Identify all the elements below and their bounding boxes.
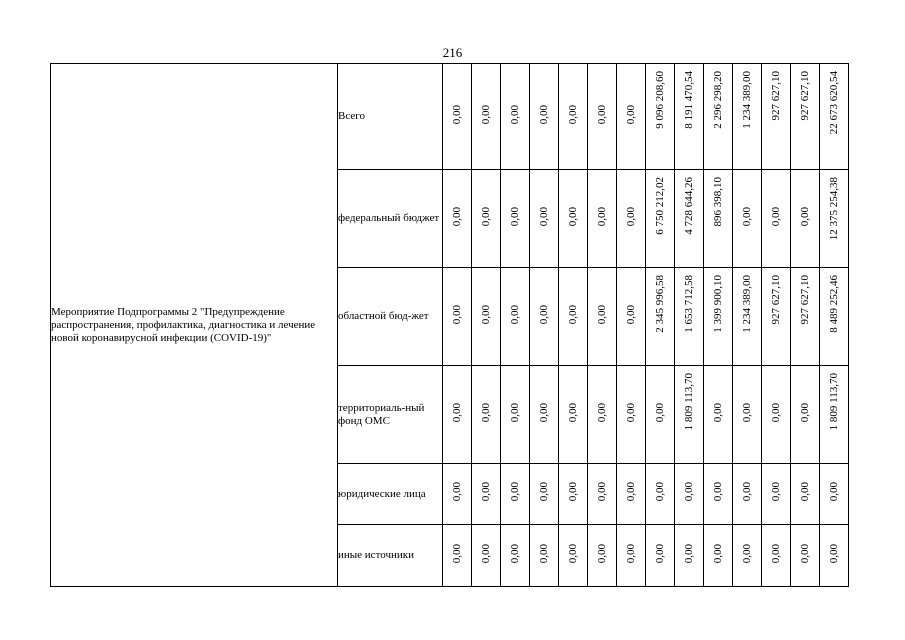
value-text: 0,00 <box>508 543 521 564</box>
value-text: 0,00 <box>711 482 724 502</box>
value-cell <box>646 170 675 268</box>
funding-source-label: областной бюд-жет <box>338 268 443 366</box>
value-text: 0,00 <box>566 402 579 423</box>
value-cell <box>820 366 849 464</box>
funding-source-label: юридические лица <box>338 464 443 525</box>
value-cell <box>704 366 733 464</box>
value-text: 0,00 <box>450 304 463 325</box>
value-cell <box>588 64 617 170</box>
value-cell <box>443 525 472 587</box>
value-cell <box>501 268 530 366</box>
value-cell <box>530 464 559 525</box>
value-cell <box>443 268 472 366</box>
value-text: 1 234 389,00 <box>740 71 753 129</box>
value-cell <box>762 268 791 366</box>
value-cell <box>675 64 704 170</box>
value-cell <box>501 366 530 464</box>
value-cell <box>704 268 733 366</box>
value-cell <box>501 170 530 268</box>
value-text: 0,00 <box>769 482 782 502</box>
value-cell <box>472 525 501 587</box>
value-text: 0,00 <box>711 543 724 564</box>
value-text: 0,00 <box>450 206 463 227</box>
value-text: 4 728 644,26 <box>682 177 695 235</box>
value-cell <box>675 366 704 464</box>
value-text: 0,00 <box>624 543 637 564</box>
value-cell <box>733 268 762 366</box>
funding-source-label: территориаль-ный фонд ОМС <box>338 366 443 464</box>
value-cell <box>501 525 530 587</box>
funding-source-label: федеральный бюджет <box>338 170 443 268</box>
value-text: 0,00 <box>740 206 753 227</box>
value-text: 8 489 252,46 <box>827 275 840 333</box>
value-cell <box>820 170 849 268</box>
value-cell <box>762 170 791 268</box>
value-cell <box>443 64 472 170</box>
value-cell <box>675 268 704 366</box>
value-text: 927 627,10 <box>769 275 782 325</box>
value-cell <box>762 366 791 464</box>
value-text: 0,00 <box>566 104 579 125</box>
value-text: 0,00 <box>624 304 637 325</box>
value-text: 6 750 212,02 <box>653 177 666 235</box>
value-cell <box>646 525 675 587</box>
value-cell <box>617 170 646 268</box>
value-cell <box>675 464 704 525</box>
funding-source-label: Всего <box>338 64 443 170</box>
funding-table-body <box>51 64 849 587</box>
value-text: 2 296 298,20 <box>711 71 724 129</box>
value-cell <box>559 464 588 525</box>
value-cell <box>559 64 588 170</box>
value-text: 0,00 <box>537 104 550 125</box>
value-cell <box>472 64 501 170</box>
value-cell <box>443 464 472 525</box>
value-cell <box>762 64 791 170</box>
value-cell <box>617 268 646 366</box>
value-text: 0,00 <box>711 402 724 423</box>
value-cell <box>646 464 675 525</box>
value-cell <box>588 464 617 525</box>
value-cell <box>530 268 559 366</box>
value-text: 12 375 254,38 <box>827 177 840 241</box>
value-text: 0,00 <box>624 482 637 502</box>
value-text: 0,00 <box>595 482 608 502</box>
value-cell <box>820 525 849 587</box>
value-cell <box>704 525 733 587</box>
value-cell <box>820 464 849 525</box>
value-text: 0,00 <box>769 206 782 227</box>
value-cell <box>588 525 617 587</box>
value-cell <box>588 170 617 268</box>
value-text: 0,00 <box>624 402 637 423</box>
value-cell <box>704 170 733 268</box>
value-cell <box>472 464 501 525</box>
value-cell <box>559 366 588 464</box>
value-cell <box>472 366 501 464</box>
value-text: 0,00 <box>479 482 492 502</box>
value-cell <box>704 64 733 170</box>
value-cell <box>588 366 617 464</box>
value-text: 0,00 <box>566 304 579 325</box>
value-text: 0,00 <box>537 482 550 502</box>
value-cell <box>646 64 675 170</box>
value-cell <box>646 268 675 366</box>
value-cell <box>820 64 849 170</box>
value-cell <box>443 170 472 268</box>
value-text: 0,00 <box>508 206 521 227</box>
value-text: 0,00 <box>566 543 579 564</box>
value-text: 0,00 <box>653 482 666 502</box>
value-cell <box>443 366 472 464</box>
value-text: 0,00 <box>740 543 753 564</box>
value-text: 0,00 <box>798 402 811 423</box>
value-text: 0,00 <box>595 543 608 564</box>
value-cell <box>791 268 820 366</box>
value-text: 0,00 <box>479 104 492 125</box>
value-text: 0,00 <box>769 543 782 564</box>
value-text: 9 096 208,60 <box>653 71 666 129</box>
value-cell <box>733 170 762 268</box>
value-text: 0,00 <box>537 543 550 564</box>
value-text: 8 191 470,54 <box>682 71 695 129</box>
value-text: 0,00 <box>798 543 811 564</box>
funding-table <box>50 63 849 587</box>
value-text: 22 673 620,54 <box>827 71 840 135</box>
event-name-cell: Мероприятие Подпрограммы 2 "Предупреждение распространения, профилактика, диагностика и лечение новой коронавирусной инфекции (COVID-19)" <box>51 64 338 587</box>
value-text: 0,00 <box>479 304 492 325</box>
value-text: 0,00 <box>479 402 492 423</box>
value-text: 1 809 113,70 <box>682 373 695 431</box>
value-cell <box>675 170 704 268</box>
value-cell <box>762 464 791 525</box>
value-text: 0,00 <box>450 482 463 502</box>
value-text: 0,00 <box>595 402 608 423</box>
value-text: 927 627,10 <box>798 71 811 121</box>
page-number: 216 <box>442 45 463 60</box>
value-text: 896 398,10 <box>711 177 724 227</box>
value-cell <box>791 525 820 587</box>
value-cell <box>791 464 820 525</box>
value-text: 0,00 <box>798 206 811 227</box>
value-cell <box>646 366 675 464</box>
value-text: 0,00 <box>595 304 608 325</box>
value-text: 0,00 <box>450 543 463 564</box>
value-cell <box>733 525 762 587</box>
value-cell <box>530 525 559 587</box>
value-cell <box>820 268 849 366</box>
value-cell <box>704 464 733 525</box>
value-text: 1 809 113,70 <box>827 373 840 431</box>
value-text: 0,00 <box>624 206 637 227</box>
value-text: 0,00 <box>479 206 492 227</box>
value-text: 0,00 <box>508 104 521 125</box>
value-text: 927 627,10 <box>769 71 782 121</box>
value-text: 0,00 <box>595 104 608 125</box>
funding-source-label: иные источники <box>338 525 443 587</box>
value-cell <box>791 64 820 170</box>
value-cell <box>762 525 791 587</box>
value-text: 1 653 712,58 <box>682 275 695 333</box>
value-text: 0,00 <box>537 206 550 227</box>
value-cell <box>559 525 588 587</box>
value-text: 0,00 <box>508 402 521 423</box>
value-cell <box>791 170 820 268</box>
value-text: 927 627,10 <box>798 275 811 325</box>
value-cell <box>530 366 559 464</box>
value-text: 0,00 <box>508 304 521 325</box>
value-cell <box>617 525 646 587</box>
value-text: 0,00 <box>508 482 521 502</box>
value-cell <box>617 464 646 525</box>
value-text: 0,00 <box>595 206 608 227</box>
value-cell <box>588 268 617 366</box>
value-cell <box>530 64 559 170</box>
value-cell <box>733 366 762 464</box>
value-text: 0,00 <box>682 482 695 502</box>
value-text: 0,00 <box>479 543 492 564</box>
value-text: 0,00 <box>682 543 695 564</box>
value-text: 0,00 <box>450 104 463 125</box>
value-cell <box>472 268 501 366</box>
value-cell <box>733 64 762 170</box>
value-text: 0,00 <box>798 482 811 502</box>
value-text: 0,00 <box>537 304 550 325</box>
value-text: 0,00 <box>537 402 550 423</box>
value-text: 0,00 <box>450 402 463 423</box>
value-text: 0,00 <box>653 543 666 564</box>
value-cell <box>501 64 530 170</box>
value-text: 0,00 <box>566 206 579 227</box>
value-text: 0,00 <box>827 543 840 564</box>
value-cell <box>675 525 704 587</box>
value-cell <box>530 170 559 268</box>
value-text: 0,00 <box>740 402 753 423</box>
value-text: 0,00 <box>740 482 753 502</box>
value-cell <box>617 366 646 464</box>
value-cell <box>501 464 530 525</box>
value-text: 0,00 <box>566 482 579 502</box>
value-cell <box>733 464 762 525</box>
value-cell <box>472 170 501 268</box>
value-cell <box>617 64 646 170</box>
value-text: 0,00 <box>769 402 782 423</box>
value-text: 1 399 900,10 <box>711 275 724 333</box>
value-text: 0,00 <box>624 104 637 125</box>
value-cell <box>791 366 820 464</box>
value-cell <box>559 268 588 366</box>
value-text: 2 345 996,58 <box>653 275 666 333</box>
value-text: 0,00 <box>653 402 666 423</box>
value-text: 0,00 <box>827 482 840 502</box>
value-text: 1 234 389,00 <box>740 275 753 333</box>
value-cell <box>559 170 588 268</box>
table-row <box>51 64 849 170</box>
